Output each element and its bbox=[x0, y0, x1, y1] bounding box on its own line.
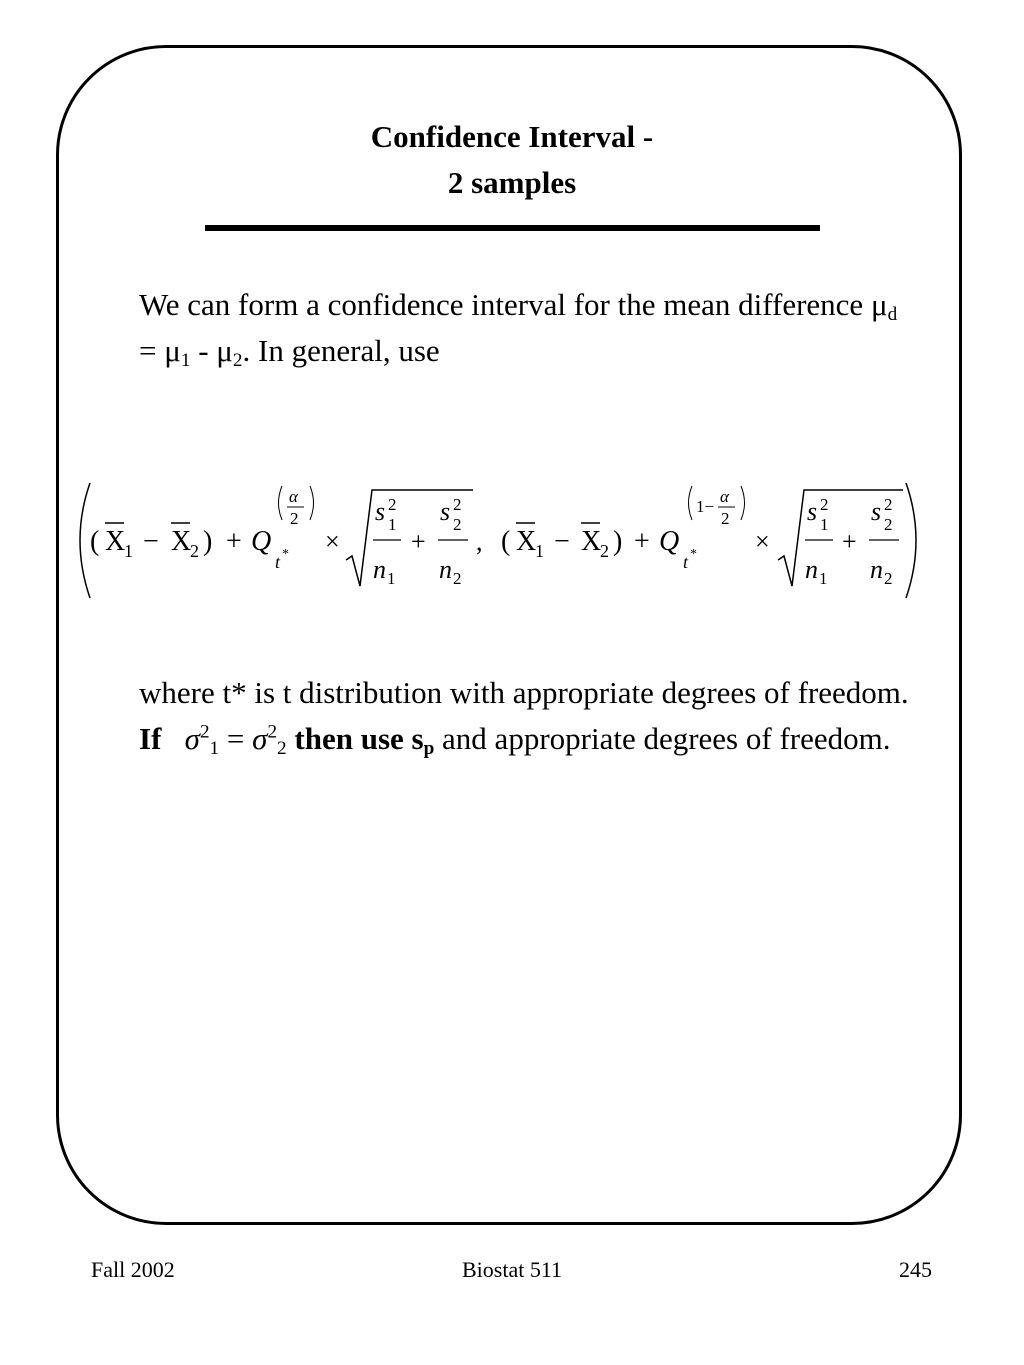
star: * bbox=[282, 547, 289, 562]
title-line-2: 2 samples bbox=[447, 165, 577, 200]
slide-title bbox=[0, 114, 1024, 206]
sigma-sup: 2 bbox=[199, 721, 210, 743]
x-bar-2: X bbox=[581, 526, 602, 557]
sigma-sub-1: 1 bbox=[209, 737, 220, 759]
paren: ( bbox=[501, 526, 511, 557]
comma: , bbox=[476, 527, 483, 556]
sub: 1 bbox=[820, 515, 829, 534]
where-text: where t* is t distribution with appropriate degrees of freedom. bbox=[139, 675, 909, 710]
sigma-symbol: σ bbox=[252, 721, 268, 756]
footer-page-number: 245 bbox=[899, 1257, 932, 1282]
sigma-sub-2: 2 bbox=[277, 737, 287, 759]
confidence-interval-formula bbox=[68, 478, 928, 603]
s2: s bbox=[871, 497, 882, 526]
q-symbol: Q bbox=[659, 526, 680, 557]
paren: ) bbox=[203, 526, 213, 557]
alpha: α bbox=[720, 487, 729, 506]
sp-sub: p bbox=[423, 737, 435, 759]
equals-sign: = bbox=[139, 333, 165, 368]
minus: − bbox=[143, 526, 159, 557]
x-bar-1: X bbox=[516, 526, 537, 557]
times: × bbox=[325, 527, 340, 556]
two: 2 bbox=[290, 509, 299, 528]
paren: ( bbox=[90, 526, 100, 557]
footer-date: Fall 2002 bbox=[91, 1257, 175, 1282]
n2: n bbox=[439, 555, 452, 584]
x-bar-1: X bbox=[105, 526, 126, 557]
sub: 1 bbox=[124, 541, 133, 561]
s1: s bbox=[375, 497, 386, 526]
t-sub: t bbox=[683, 552, 689, 572]
two: 2 bbox=[721, 509, 730, 528]
sigma-sup: 2 bbox=[267, 721, 278, 743]
sub: 2 bbox=[453, 515, 462, 534]
title-line-1: Confidence Interval - bbox=[370, 119, 654, 154]
if-keyword: If bbox=[139, 721, 162, 756]
mu-symbol: μ bbox=[870, 287, 888, 322]
mu-sub-2: 2 bbox=[232, 349, 243, 371]
q-symbol: Q bbox=[251, 526, 272, 557]
title-underline bbox=[205, 225, 820, 231]
intro-text-end: . In general, use bbox=[242, 333, 440, 368]
one-minus: 1− bbox=[696, 497, 715, 516]
alpha: α bbox=[289, 487, 298, 506]
sub: 1 bbox=[387, 569, 396, 588]
sub: 2 bbox=[190, 541, 199, 561]
mu-sub-1: 1 bbox=[180, 349, 191, 371]
sup: 2 bbox=[453, 495, 462, 514]
s2: s bbox=[440, 497, 451, 526]
t-sub: t bbox=[275, 552, 281, 572]
sup: 2 bbox=[884, 495, 893, 514]
sup: 2 bbox=[820, 495, 829, 514]
footer-course: Biostat 511 bbox=[461, 1257, 563, 1282]
plus: + bbox=[842, 527, 857, 556]
sub: 1 bbox=[819, 569, 828, 588]
intro-paragraph bbox=[139, 282, 919, 374]
x-bar-2: X bbox=[171, 526, 192, 557]
sup: 2 bbox=[388, 495, 397, 514]
where-paragraph bbox=[139, 670, 919, 762]
sub: 2 bbox=[453, 569, 462, 588]
plus: + bbox=[226, 526, 242, 557]
sigma-symbol: σ bbox=[184, 721, 200, 756]
s1: s bbox=[807, 497, 818, 526]
minus: − bbox=[554, 526, 570, 557]
equals-sign: = bbox=[219, 721, 253, 756]
n1: n bbox=[805, 555, 818, 584]
mu-sub-d: d bbox=[887, 303, 898, 325]
then-use-sp: then use s bbox=[286, 721, 424, 756]
sub: 2 bbox=[600, 541, 609, 561]
star: * bbox=[690, 547, 697, 562]
n2: n bbox=[870, 555, 883, 584]
n1: n bbox=[373, 555, 386, 584]
mu-symbol: μ bbox=[164, 333, 181, 368]
where-text-end: and appropriate degrees of freedom. bbox=[434, 721, 891, 756]
minus-sign: - bbox=[190, 333, 217, 368]
sub: 2 bbox=[884, 515, 893, 534]
slide-frame bbox=[56, 45, 962, 1225]
paren: ) bbox=[613, 526, 623, 557]
intro-text: We can form a confidence interval for the mean difference bbox=[139, 287, 871, 322]
sub: 1 bbox=[535, 541, 544, 561]
sub: 2 bbox=[884, 569, 893, 588]
times: × bbox=[755, 527, 770, 556]
sub: 1 bbox=[388, 515, 397, 534]
plus: + bbox=[411, 527, 426, 556]
mu-symbol: μ bbox=[216, 333, 233, 368]
plus: + bbox=[634, 526, 650, 557]
